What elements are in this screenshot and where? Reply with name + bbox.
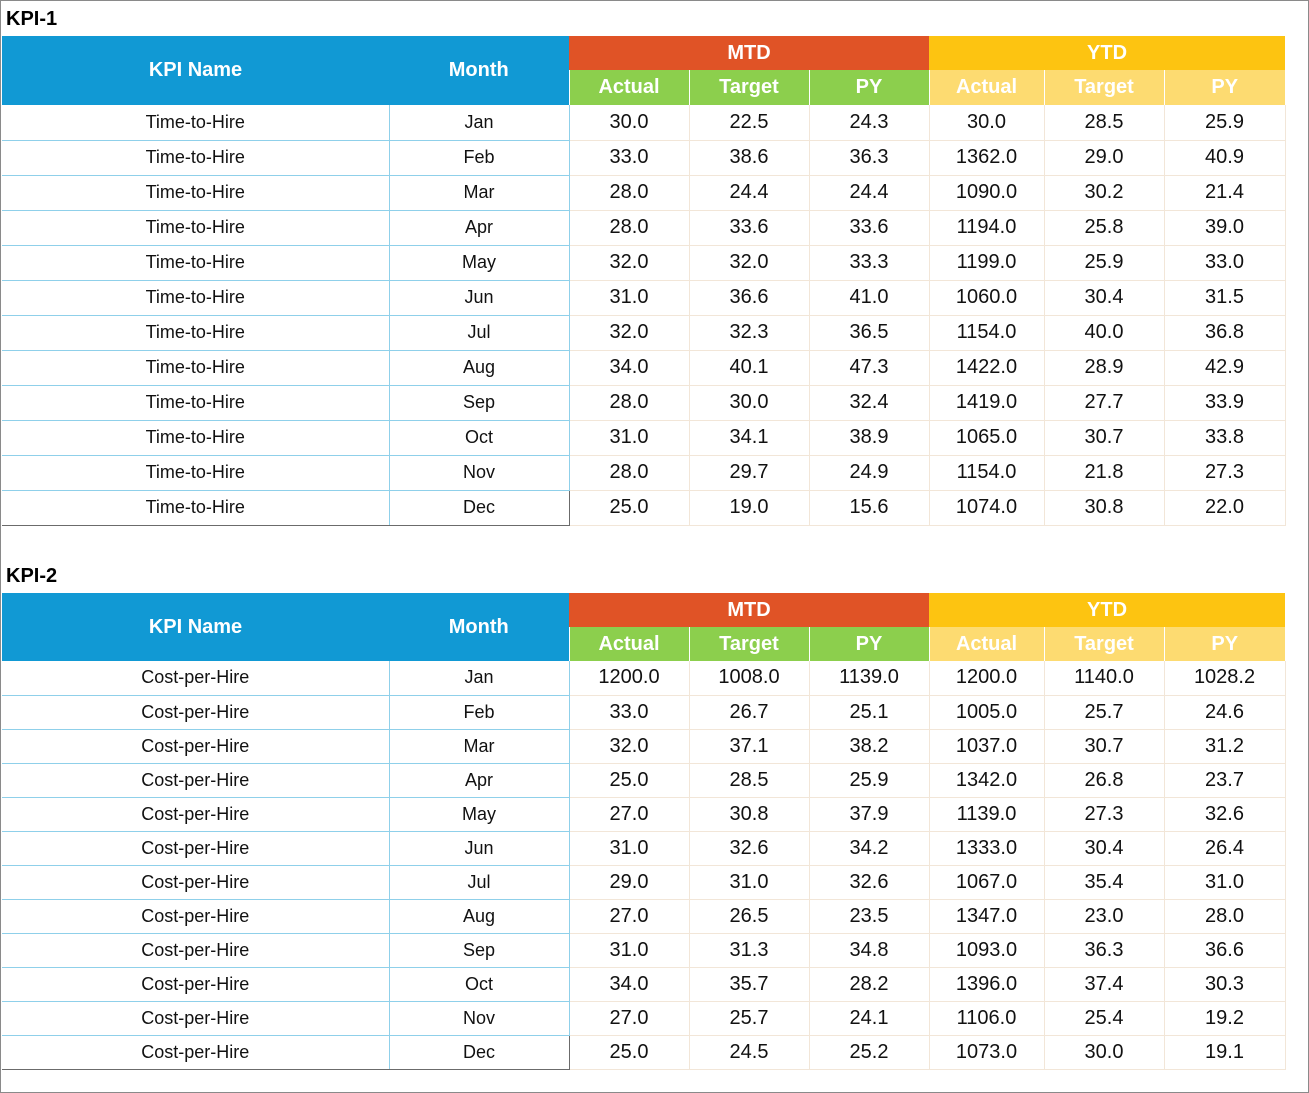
- cell-ytd-py[interactable]: 36.6: [1164, 933, 1285, 967]
- cell-month[interactable]: Aug: [389, 350, 569, 385]
- cell-kpi-name[interactable]: Time-to-Hire: [2, 420, 389, 455]
- cell-ytd-target[interactable]: 30.7: [1044, 729, 1164, 763]
- cell-kpi-name[interactable]: Time-to-Hire: [2, 350, 389, 385]
- cell-month[interactable]: Oct: [389, 967, 569, 1001]
- cell-mtd-target[interactable]: 22.5: [689, 105, 809, 140]
- cell-ytd-py[interactable]: 26.4: [1164, 831, 1285, 865]
- cell-mtd-target[interactable]: 24.5: [689, 1035, 809, 1069]
- cell-ytd-target[interactable]: 25.7: [1044, 695, 1164, 729]
- cell-mtd-actual[interactable]: 31.0: [569, 420, 689, 455]
- cell-ytd-target[interactable]: 30.2: [1044, 175, 1164, 210]
- cell-ytd-actual[interactable]: 1074.0: [929, 490, 1044, 525]
- cell-ytd-target[interactable]: 25.4: [1044, 1001, 1164, 1035]
- cell-mtd-actual[interactable]: 25.0: [569, 490, 689, 525]
- cell-mtd-py[interactable]: 36.3: [809, 140, 929, 175]
- cell-ytd-actual[interactable]: 1154.0: [929, 455, 1044, 490]
- cell-month[interactable]: Jun: [389, 280, 569, 315]
- cell-ytd-target[interactable]: 40.0: [1044, 315, 1164, 350]
- cell-ytd-py[interactable]: 27.3: [1164, 455, 1285, 490]
- cell-kpi-name[interactable]: Cost-per-Hire: [2, 797, 389, 831]
- cell-ytd-target[interactable]: 27.7: [1044, 385, 1164, 420]
- cell-kpi-name[interactable]: Cost-per-Hire: [2, 933, 389, 967]
- cell-mtd-target[interactable]: 30.8: [689, 797, 809, 831]
- cell-kpi-name[interactable]: Time-to-Hire: [2, 140, 389, 175]
- cell-mtd-actual[interactable]: 27.0: [569, 797, 689, 831]
- cell-ytd-actual[interactable]: 1422.0: [929, 350, 1044, 385]
- cell-mtd-actual[interactable]: 34.0: [569, 967, 689, 1001]
- cell-mtd-py[interactable]: 36.5: [809, 315, 929, 350]
- cell-ytd-target[interactable]: 21.8: [1044, 455, 1164, 490]
- cell-mtd-target[interactable]: 24.4: [689, 175, 809, 210]
- cell-kpi-name[interactable]: Cost-per-Hire: [2, 967, 389, 1001]
- cell-ytd-py[interactable]: 21.4: [1164, 175, 1285, 210]
- table-row: [2, 350, 1285, 385]
- cell-month[interactable]: Mar: [389, 175, 569, 210]
- cell-kpi-name[interactable]: Cost-per-Hire: [2, 763, 389, 797]
- col-header-ytd-target: Target: [1044, 70, 1164, 105]
- cell-month[interactable]: Sep: [389, 933, 569, 967]
- cell-ytd-actual[interactable]: 1090.0: [929, 175, 1044, 210]
- cell-month[interactable]: Jun: [389, 831, 569, 865]
- cell-kpi-name[interactable]: Time-to-Hire: [2, 245, 389, 280]
- cell-ytd-actual[interactable]: 1333.0: [929, 831, 1044, 865]
- cell-ytd-target[interactable]: 30.4: [1044, 280, 1164, 315]
- col-header-ytd-py: PY: [1164, 627, 1285, 661]
- table-row: [2, 280, 1285, 315]
- cell-ytd-actual[interactable]: 1396.0: [929, 967, 1044, 1001]
- cell-ytd-py[interactable]: 24.6: [1164, 695, 1285, 729]
- cell-kpi-name[interactable]: Time-to-Hire: [2, 490, 389, 525]
- cell-ytd-actual[interactable]: 1067.0: [929, 865, 1044, 899]
- table-row: [2, 967, 1285, 1001]
- cell-kpi-name[interactable]: Time-to-Hire: [2, 105, 389, 140]
- cell-ytd-target[interactable]: 26.8: [1044, 763, 1164, 797]
- kpi1-table: [2, 36, 1286, 526]
- table-row: [2, 490, 1285, 525]
- cell-mtd-target[interactable]: 29.7: [689, 455, 809, 490]
- cell-mtd-py[interactable]: 38.9: [809, 420, 929, 455]
- cell-mtd-py[interactable]: 28.2: [809, 967, 929, 1001]
- cell-mtd-target[interactable]: 31.0: [689, 865, 809, 899]
- cell-ytd-py[interactable]: 33.0: [1164, 245, 1285, 280]
- cell-mtd-actual[interactable]: 28.0: [569, 455, 689, 490]
- table-row: [2, 140, 1285, 175]
- cell-kpi-name[interactable]: Time-to-Hire: [2, 175, 389, 210]
- cell-month[interactable]: Jan: [389, 661, 569, 695]
- cell-kpi-name[interactable]: Time-to-Hire: [2, 315, 389, 350]
- cell-mtd-py[interactable]: 32.6: [809, 865, 929, 899]
- cell-mtd-actual[interactable]: 31.0: [569, 933, 689, 967]
- cell-kpi-name[interactable]: Cost-per-Hire: [2, 661, 389, 695]
- cell-month[interactable]: May: [389, 245, 569, 280]
- cell-mtd-py[interactable]: 23.5: [809, 899, 929, 933]
- cell-mtd-actual[interactable]: 33.0: [569, 695, 689, 729]
- cell-ytd-target[interactable]: 30.8: [1044, 490, 1164, 525]
- cell-mtd-py[interactable]: 24.9: [809, 455, 929, 490]
- cell-mtd-target[interactable]: 32.6: [689, 831, 809, 865]
- cell-mtd-target[interactable]: 26.5: [689, 899, 809, 933]
- table-row: [2, 797, 1285, 831]
- cell-mtd-target[interactable]: 38.6: [689, 140, 809, 175]
- cell-mtd-target[interactable]: 19.0: [689, 490, 809, 525]
- col-header-kpi-name: KPI Name: [2, 593, 389, 661]
- col-header-kpi-name: KPI Name: [2, 36, 389, 105]
- cell-month[interactable]: May: [389, 797, 569, 831]
- col-header-ytd-actual: Actual: [929, 70, 1044, 105]
- cell-kpi-name[interactable]: Cost-per-Hire: [2, 729, 389, 763]
- cell-kpi-name[interactable]: Cost-per-Hire: [2, 1001, 389, 1035]
- cell-mtd-actual[interactable]: 27.0: [569, 1001, 689, 1035]
- col-header-mtd-py: PY: [809, 70, 929, 105]
- cell-mtd-py[interactable]: 33.6: [809, 210, 929, 245]
- cell-month[interactable]: Aug: [389, 899, 569, 933]
- table-row: [2, 865, 1285, 899]
- cell-mtd-actual[interactable]: 32.0: [569, 245, 689, 280]
- cell-ytd-actual[interactable]: 1005.0: [929, 695, 1044, 729]
- kpi1-title: KPI-1: [6, 8, 58, 30]
- cell-ytd-actual[interactable]: 1073.0: [929, 1035, 1044, 1069]
- cell-ytd-actual[interactable]: 1194.0: [929, 210, 1044, 245]
- table-row: [2, 105, 1285, 140]
- cell-kpi-name[interactable]: Cost-per-Hire: [2, 865, 389, 899]
- cell-ytd-actual[interactable]: 1342.0: [929, 763, 1044, 797]
- cell-ytd-target[interactable]: 28.5: [1044, 105, 1164, 140]
- cell-mtd-actual[interactable]: 29.0: [569, 865, 689, 899]
- cell-ytd-actual[interactable]: 1106.0: [929, 1001, 1044, 1035]
- cell-mtd-target[interactable]: 31.3: [689, 933, 809, 967]
- cell-kpi-name[interactable]: Time-to-Hire: [2, 385, 389, 420]
- col-header-month: Month: [389, 36, 569, 105]
- cell-ytd-py[interactable]: 42.9: [1164, 350, 1285, 385]
- table-row: [2, 695, 1285, 729]
- cell-mtd-target[interactable]: 35.7: [689, 967, 809, 1001]
- table-row: [2, 729, 1285, 763]
- cell-month[interactable]: Dec: [389, 490, 569, 525]
- col-header-mtd-target: Target: [689, 627, 809, 661]
- cell-mtd-actual[interactable]: 28.0: [569, 210, 689, 245]
- cell-mtd-actual[interactable]: 32.0: [569, 729, 689, 763]
- table-row: [2, 245, 1285, 280]
- cell-month[interactable]: Nov: [389, 455, 569, 490]
- cell-ytd-actual[interactable]: 1065.0: [929, 420, 1044, 455]
- cell-ytd-py[interactable]: 31.5: [1164, 280, 1285, 315]
- cell-ytd-py[interactable]: 19.1: [1164, 1035, 1285, 1069]
- cell-mtd-target[interactable]: 32.0: [689, 245, 809, 280]
- cell-month[interactable]: Jul: [389, 315, 569, 350]
- cell-mtd-target[interactable]: 28.5: [689, 763, 809, 797]
- cell-ytd-actual[interactable]: 1139.0: [929, 797, 1044, 831]
- cell-ytd-py[interactable]: 33.9: [1164, 385, 1285, 420]
- kpi2-title: KPI-2: [6, 565, 58, 587]
- cell-mtd-target[interactable]: 1008.0: [689, 661, 809, 695]
- cell-ytd-target[interactable]: 25.8: [1044, 210, 1164, 245]
- cell-mtd-py[interactable]: 24.4: [809, 175, 929, 210]
- cell-ytd-target[interactable]: 30.7: [1044, 420, 1164, 455]
- cell-mtd-actual[interactable]: 1200.0: [569, 661, 689, 695]
- cell-mtd-actual[interactable]: 31.0: [569, 280, 689, 315]
- kpi2-section: [2, 559, 1286, 1070]
- table-row: [2, 763, 1285, 797]
- cell-ytd-py[interactable]: 32.6: [1164, 797, 1285, 831]
- cell-ytd-target[interactable]: 30.0: [1044, 1035, 1164, 1069]
- cell-ytd-target[interactable]: 28.9: [1044, 350, 1164, 385]
- cell-ytd-target[interactable]: 30.4: [1044, 831, 1164, 865]
- cell-month[interactable]: Oct: [389, 420, 569, 455]
- cell-ytd-py[interactable]: 25.9: [1164, 105, 1285, 140]
- cell-ytd-py[interactable]: 40.9: [1164, 140, 1285, 175]
- table-row: [2, 1035, 1285, 1069]
- cell-ytd-actual[interactable]: 1362.0: [929, 140, 1044, 175]
- table-row: [2, 315, 1285, 350]
- table-row: [2, 933, 1285, 967]
- col-header-ytd-target: Target: [1044, 627, 1164, 661]
- col-header-mtd-actual: Actual: [569, 627, 689, 661]
- cell-ytd-py[interactable]: 22.0: [1164, 490, 1285, 525]
- cell-mtd-target[interactable]: 34.1: [689, 420, 809, 455]
- cell-month[interactable]: Sep: [389, 385, 569, 420]
- cell-mtd-target[interactable]: 36.6: [689, 280, 809, 315]
- cell-ytd-py[interactable]: 23.7: [1164, 763, 1285, 797]
- cell-mtd-py[interactable]: 37.9: [809, 797, 929, 831]
- cell-ytd-py[interactable]: 31.0: [1164, 865, 1285, 899]
- cell-ytd-target[interactable]: 36.3: [1044, 933, 1164, 967]
- cell-mtd-py[interactable]: 25.9: [809, 763, 929, 797]
- col-header-ytd-py: PY: [1164, 70, 1285, 105]
- cell-mtd-py[interactable]: 47.3: [809, 350, 929, 385]
- cell-ytd-actual[interactable]: 1419.0: [929, 385, 1044, 420]
- cell-mtd-target[interactable]: 26.7: [689, 695, 809, 729]
- cell-mtd-actual[interactable]: 32.0: [569, 315, 689, 350]
- table-row: [2, 831, 1285, 865]
- cell-mtd-py[interactable]: 34.8: [809, 933, 929, 967]
- cell-month[interactable]: Dec: [389, 1035, 569, 1069]
- col-header-mtd-target: Target: [689, 70, 809, 105]
- cell-month[interactable]: Mar: [389, 729, 569, 763]
- cell-mtd-py[interactable]: 15.6: [809, 490, 929, 525]
- cell-ytd-actual[interactable]: 30.0: [929, 105, 1044, 140]
- cell-month[interactable]: Feb: [389, 695, 569, 729]
- cell-kpi-name[interactable]: Cost-per-Hire: [2, 831, 389, 865]
- cell-ytd-py[interactable]: 1028.2: [1164, 661, 1285, 695]
- cell-mtd-actual[interactable]: 34.0: [569, 350, 689, 385]
- col-header-ytd-actual: Actual: [929, 627, 1044, 661]
- table-row: [2, 385, 1285, 420]
- cell-kpi-name[interactable]: Time-to-Hire: [2, 455, 389, 490]
- cell-ytd-actual[interactable]: 1154.0: [929, 315, 1044, 350]
- cell-ytd-target[interactable]: 23.0: [1044, 899, 1164, 933]
- cell-mtd-py[interactable]: 24.1: [809, 1001, 929, 1035]
- table-row: [2, 1001, 1285, 1035]
- cell-mtd-actual[interactable]: 30.0: [569, 105, 689, 140]
- cell-month[interactable]: Jul: [389, 865, 569, 899]
- cell-ytd-target[interactable]: 35.4: [1044, 865, 1164, 899]
- col-header-mtd: MTD: [569, 36, 929, 70]
- cell-mtd-py[interactable]: 1139.0: [809, 661, 929, 695]
- table-row: [2, 420, 1285, 455]
- col-header-mtd: MTD: [569, 593, 929, 627]
- cell-mtd-py[interactable]: 32.4: [809, 385, 929, 420]
- table-row: [2, 175, 1285, 210]
- cell-ytd-actual[interactable]: 1060.0: [929, 280, 1044, 315]
- table-row: [2, 899, 1285, 933]
- table-row: [2, 210, 1285, 245]
- cell-month[interactable]: Nov: [389, 1001, 569, 1035]
- cell-ytd-py[interactable]: 36.8: [1164, 315, 1285, 350]
- cell-mtd-target[interactable]: 30.0: [689, 385, 809, 420]
- table-row: [2, 661, 1285, 695]
- cell-ytd-actual[interactable]: 1199.0: [929, 245, 1044, 280]
- col-header-ytd: YTD: [929, 36, 1285, 70]
- cell-mtd-actual[interactable]: 31.0: [569, 831, 689, 865]
- kpi1-section: [2, 2, 1286, 526]
- cell-ytd-actual[interactable]: 1347.0: [929, 899, 1044, 933]
- kpi2-table: [2, 593, 1286, 1070]
- cell-ytd-py[interactable]: 30.3: [1164, 967, 1285, 1001]
- cell-ytd-py[interactable]: 39.0: [1164, 210, 1285, 245]
- cell-kpi-name[interactable]: Cost-per-Hire: [2, 1035, 389, 1069]
- cell-mtd-target[interactable]: 32.3: [689, 315, 809, 350]
- cell-mtd-py[interactable]: 38.2: [809, 729, 929, 763]
- cell-mtd-py[interactable]: 33.3: [809, 245, 929, 280]
- cell-month[interactable]: Jan: [389, 105, 569, 140]
- cell-ytd-py[interactable]: 28.0: [1164, 899, 1285, 933]
- col-header-ytd: YTD: [929, 593, 1285, 627]
- cell-mtd-py[interactable]: 41.0: [809, 280, 929, 315]
- cell-mtd-actual[interactable]: 25.0: [569, 1035, 689, 1069]
- cell-ytd-actual[interactable]: 1200.0: [929, 661, 1044, 695]
- cell-ytd-target[interactable]: 29.0: [1044, 140, 1164, 175]
- cell-mtd-actual[interactable]: 33.0: [569, 140, 689, 175]
- cell-mtd-target[interactable]: 40.1: [689, 350, 809, 385]
- cell-mtd-py[interactable]: 34.2: [809, 831, 929, 865]
- cell-mtd-py[interactable]: 25.1: [809, 695, 929, 729]
- cell-ytd-target[interactable]: 37.4: [1044, 967, 1164, 1001]
- cell-mtd-py[interactable]: 25.2: [809, 1035, 929, 1069]
- cell-mtd-py[interactable]: 24.3: [809, 105, 929, 140]
- cell-month[interactable]: Feb: [389, 140, 569, 175]
- cell-mtd-actual[interactable]: 25.0: [569, 763, 689, 797]
- cell-kpi-name[interactable]: Cost-per-Hire: [2, 899, 389, 933]
- table-row: [2, 455, 1285, 490]
- cell-kpi-name[interactable]: Cost-per-Hire: [2, 695, 389, 729]
- cell-mtd-target[interactable]: 33.6: [689, 210, 809, 245]
- cell-mtd-actual[interactable]: 27.0: [569, 899, 689, 933]
- col-header-mtd-py: PY: [809, 627, 929, 661]
- col-header-month: Month: [389, 593, 569, 661]
- col-header-mtd-actual: Actual: [569, 70, 689, 105]
- cell-ytd-actual[interactable]: 1037.0: [929, 729, 1044, 763]
- cell-mtd-actual[interactable]: 28.0: [569, 175, 689, 210]
- cell-mtd-actual[interactable]: 28.0: [569, 385, 689, 420]
- cell-kpi-name[interactable]: Time-to-Hire: [2, 280, 389, 315]
- cell-ytd-target[interactable]: 27.3: [1044, 797, 1164, 831]
- cell-month[interactable]: Apr: [389, 763, 569, 797]
- cell-kpi-name[interactable]: Time-to-Hire: [2, 210, 389, 245]
- cell-ytd-actual[interactable]: 1093.0: [929, 933, 1044, 967]
- cell-month[interactable]: Apr: [389, 210, 569, 245]
- cell-ytd-py[interactable]: 33.8: [1164, 420, 1285, 455]
- cell-ytd-py[interactable]: 19.2: [1164, 1001, 1285, 1035]
- cell-mtd-target[interactable]: 37.1: [689, 729, 809, 763]
- cell-ytd-target[interactable]: 1140.0: [1044, 661, 1164, 695]
- cell-ytd-target[interactable]: 25.9: [1044, 245, 1164, 280]
- cell-mtd-target[interactable]: 25.7: [689, 1001, 809, 1035]
- cell-ytd-py[interactable]: 31.2: [1164, 729, 1285, 763]
